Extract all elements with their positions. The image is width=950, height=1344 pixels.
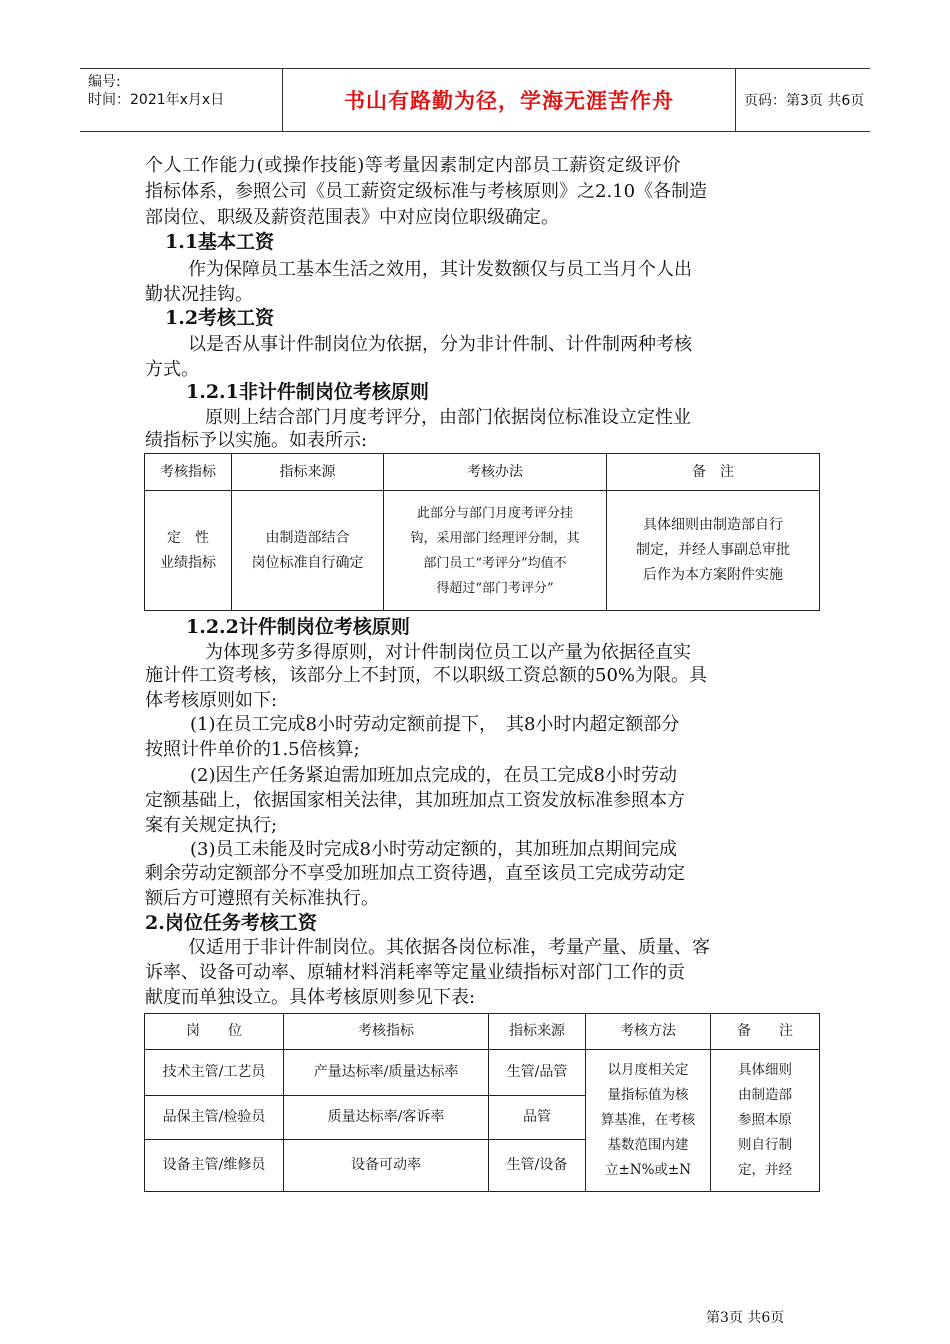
paragraph-line: 仅适用于非计件制岗位。其依据各岗位标准，考量产量、质量、客 <box>188 937 710 958</box>
intro-line: 指标体系，参照公司《员工薪资定级标准与考核原则》之2.10《各制造 <box>145 181 708 202</box>
table-header-cell: 备 注 <box>711 1014 820 1050</box>
table-cell <box>232 491 384 611</box>
cell-line: 钩，采用部门经理评分制，其 <box>410 530 580 546</box>
header-motto: 书山有路勤为径，学海无涯苦作舟 <box>282 69 736 131</box>
paragraph-line: (3)员工未能及时完成8小时劳动定额的，其加班加点期间完成 <box>190 839 677 860</box>
table-cell: 设备可动率 <box>284 1140 489 1192</box>
table-cell: 品保主管/检验员 <box>145 1096 284 1140</box>
table-header-cell: 考核方法 <box>586 1014 711 1050</box>
cell-line: 定，并经 <box>738 1162 792 1178</box>
paragraph-line: 定额基础上，依据国家相关法律，其加班加点工资发放标准参照本方 <box>145 790 685 811</box>
paragraph-line: 剩余劳动定额部分不享受加班加点工资待遇，直至该员工完成劳动定 <box>145 863 685 884</box>
section-heading-1-2-2: 1.2.2计件制岗位考核原则 <box>186 616 410 638</box>
table-cell: 生管/品管 <box>489 1050 586 1096</box>
section-heading-1-2-1: 1.2.1非计件制岗位考核原则 <box>186 381 429 403</box>
paragraph-line: 绩指标予以实施。如表所示: <box>145 430 368 451</box>
paragraph-line: (1)在员工完成8小时劳动定额前提下， 其8小时内超定额部分 <box>190 714 680 735</box>
paragraph-line: 原则上结合部门月度考评分，由部门依据岗位标准设立定性业 <box>205 407 691 428</box>
document-number-label: 编号: <box>88 74 121 90</box>
paragraph-line: 以是否从事计件制岗位为依据，分为非计件制、计件制两种考核 <box>188 334 692 355</box>
cell-line: 则自行制 <box>738 1137 792 1153</box>
document-time-label: 时间：2021年x月x日 <box>88 92 225 108</box>
paragraph-line: 按照计件单价的1.5倍核算; <box>145 739 360 760</box>
paragraph-line: 诉率、设备可动率、原辅材料消耗率等定量业绩指标对部门工作的贡 <box>145 962 685 983</box>
cell-line: 基数范围内建 <box>607 1137 689 1153</box>
cell-line: 由制造部 <box>738 1087 792 1103</box>
page-footer: 第3页 共6页 <box>706 1310 785 1326</box>
table-header-cell: 岗 位 <box>145 1014 284 1050</box>
table-cell <box>607 491 820 611</box>
table-row <box>145 491 820 611</box>
table-cell: 品管 <box>489 1096 586 1140</box>
header-meta <box>88 69 284 131</box>
table-header-row <box>145 454 820 491</box>
cell-line: 以月度相关定 <box>607 1062 689 1078</box>
table-header-cell: 考核指标 <box>284 1014 489 1050</box>
header-page-label: 页码：第3页 共6页 <box>744 93 865 109</box>
paragraph-line: 体考核原则如下: <box>145 690 278 711</box>
paragraph-line: 施计件工资考核，该部分上不封顶，不以职级工资总额的50%为限。具 <box>145 665 708 686</box>
cell-line: 后作为本方案附件实施 <box>643 567 783 583</box>
table-cell: 产量达标率/质量达标率 <box>284 1050 489 1096</box>
paragraph-line: 案有关规定执行; <box>145 815 278 836</box>
cell-line: 部门员工“考评分”均值不 <box>423 555 567 571</box>
paragraph-line: 方式。 <box>145 359 199 380</box>
section-heading-2: 2.岗位任务考核工资 <box>145 912 317 934</box>
cell-line: 业绩指标 <box>160 554 216 571</box>
intro-line: 部岗位、职级及薪资范围表》中对应岗位职级确定。 <box>145 207 559 228</box>
table-header-cell: 考核指标 <box>145 454 232 491</box>
cell-line: 定 性 <box>167 529 209 546</box>
cell-line: 立±N%或±N <box>604 1162 692 1178</box>
intro-line: 个人工作能力(或操作技能)等考量因素制定内部员工薪资定级评价 <box>145 155 682 176</box>
page-header <box>80 68 870 132</box>
table-cell: 生管/设备 <box>489 1140 586 1192</box>
cell-line: 具体细则 <box>738 1062 792 1078</box>
paragraph-line: (2)因生产任务紧迫需加班加点完成的，在员工完成8小时劳动 <box>190 765 677 786</box>
table-post-assessment <box>144 1013 820 1192</box>
table-header-row <box>145 1014 820 1050</box>
cell-line: 量指标值为核 <box>607 1087 689 1103</box>
cell-line: 制定，并经人事副总审批 <box>636 542 790 558</box>
cell-line: 参照本原 <box>738 1112 792 1128</box>
table-header-cell: 指标来源 <box>232 454 384 491</box>
cell-line: 由制造部结合 <box>265 529 350 546</box>
table-cell <box>145 491 232 611</box>
table-header-cell: 指标来源 <box>489 1014 586 1050</box>
paragraph-line: 作为保障员工基本生活之效用，其计发数额仅与员工当月个人出 <box>188 259 692 280</box>
paragraph-line: 献度而单独设立。具体考核原则参见下表: <box>145 987 476 1008</box>
table-row <box>145 1050 820 1096</box>
table-cell-remark <box>711 1050 820 1192</box>
table-cell: 质量达标率/客诉率 <box>284 1096 489 1140</box>
cell-line: 此部分与部门月度考评分挂 <box>416 505 573 521</box>
paragraph-line: 勤状况挂钩。 <box>145 284 253 305</box>
table-cell: 设备主管/维修员 <box>145 1140 284 1192</box>
cell-line: 算基准，在考核 <box>600 1112 696 1128</box>
cell-line: 岗位标准自行确定 <box>251 554 364 571</box>
table-header-cell: 备 注 <box>607 454 820 491</box>
table-cell <box>384 491 607 611</box>
table-cell: 技术主管/工艺员 <box>145 1050 284 1096</box>
table-cell-method <box>586 1050 711 1192</box>
paragraph-line: 为体现多劳多得原则，对计件制岗位员工以产量为依据径直实 <box>205 642 691 663</box>
table-non-piecework <box>144 453 820 611</box>
section-heading-1-1: 1.1基本工资 <box>165 231 275 253</box>
cell-line: 具体细则由制造部自行 <box>643 517 783 533</box>
table-header-cell: 考核办法 <box>384 454 607 491</box>
paragraph-line: 额后方可遵照有关标准执行。 <box>145 888 379 909</box>
cell-line: 得超过“部门考评分” <box>436 580 554 596</box>
section-heading-1-2: 1.2考核工资 <box>165 307 275 329</box>
